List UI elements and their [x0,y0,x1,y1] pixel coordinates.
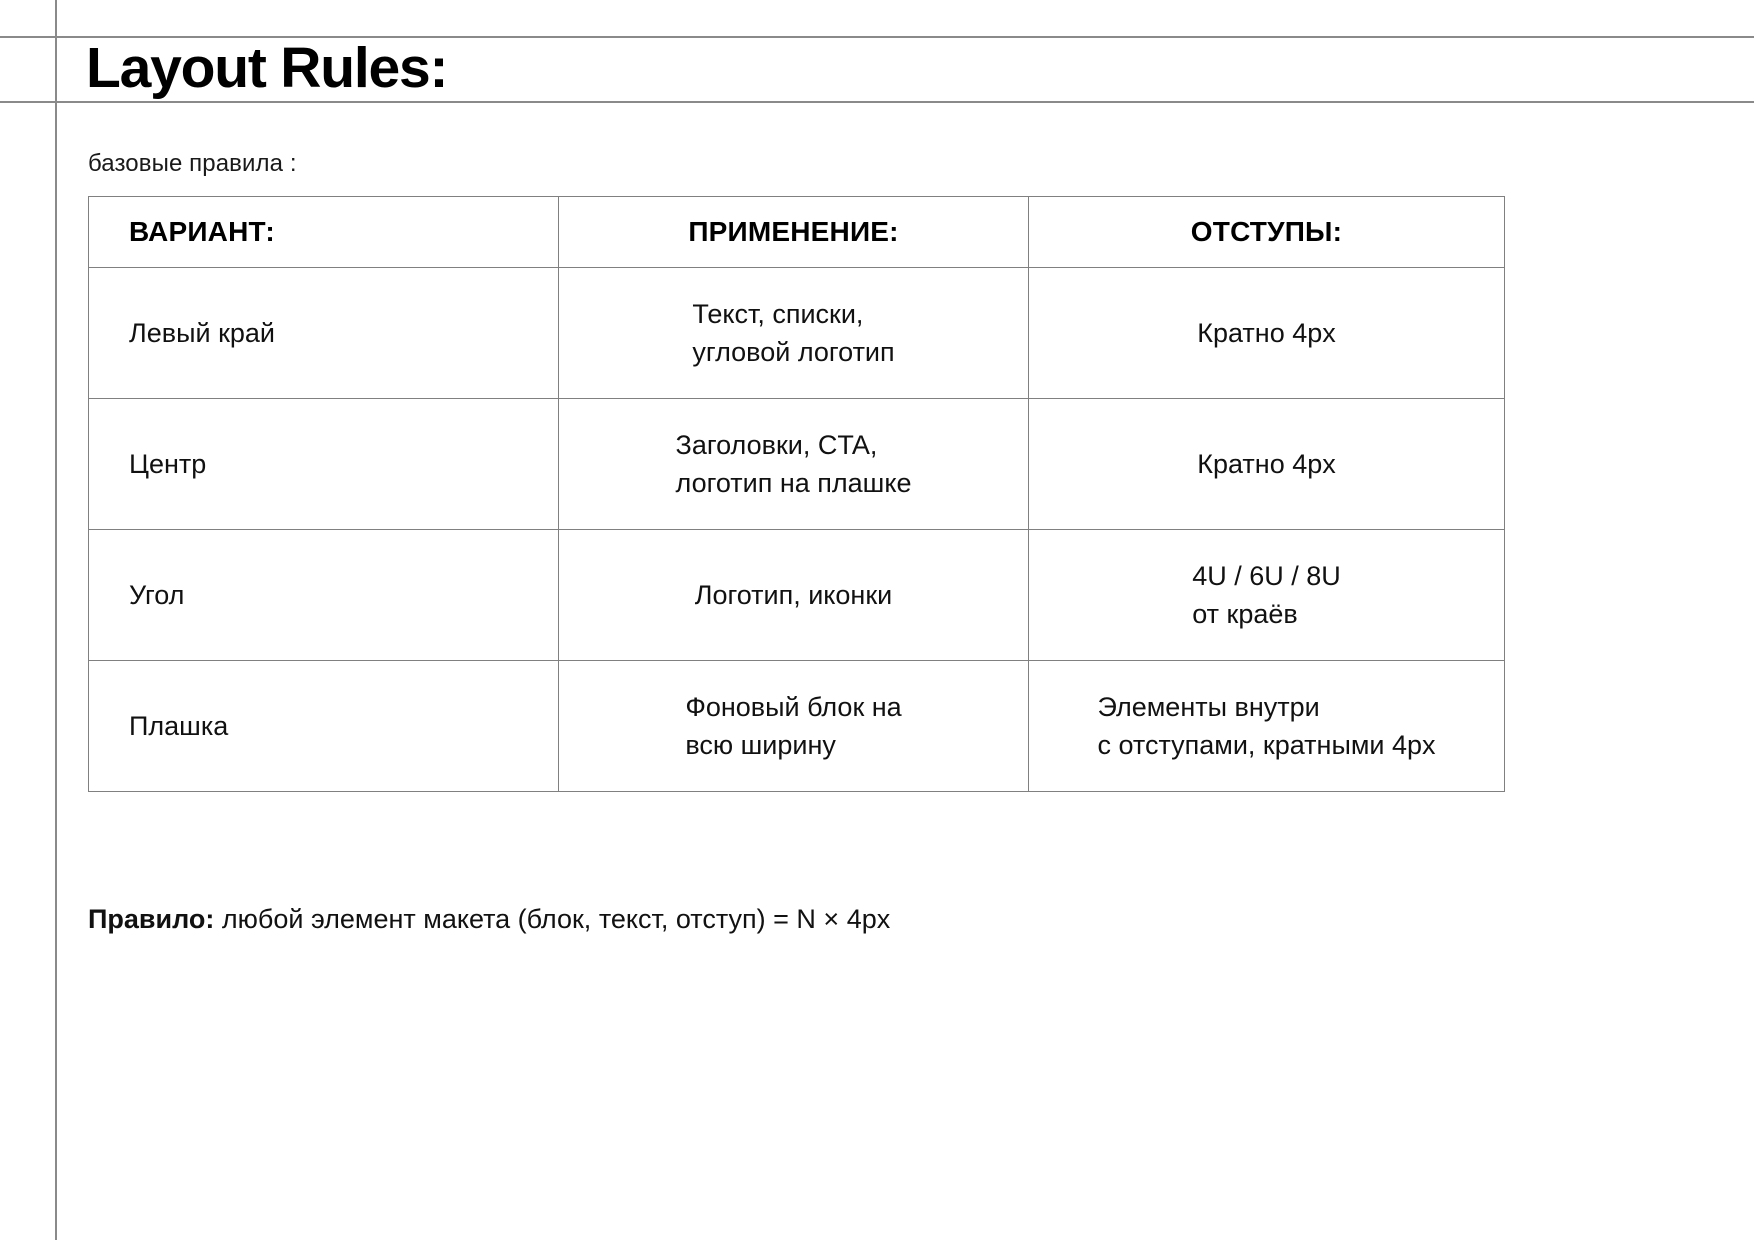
cell-variant [89,399,559,530]
table-header-row [89,197,1505,268]
cell-indents [1029,268,1505,399]
cell-indents [1029,399,1505,530]
application-line-2: логотип на плашке [675,468,912,498]
application-value [559,661,1028,791]
guide-line-horizontal-bottom [0,101,1754,103]
indents-line-1: 4U / 6U / 8U [1192,561,1341,591]
header-label-indents: ОТСТУПЫ: [1190,216,1343,247]
indents-line-2: с отступами, кратными 4px [1097,730,1436,760]
indents-line-2: от краёв [1192,599,1298,629]
indents-line-1: Кратно 4px [1197,449,1336,479]
application-line-1: Заголовки, CTA, [675,430,878,460]
indents-value [1029,530,1504,660]
rule-label: Правило: [88,904,215,934]
cell-variant [89,661,559,792]
layout-rules-table [88,196,1505,792]
application-value [559,399,1028,529]
application-value [559,530,1028,660]
variant-value: Плашка [129,711,229,741]
indents-line-1: Кратно 4px [1197,318,1336,348]
cell-indents [1029,530,1505,661]
table-row [89,268,1505,399]
table-row [89,661,1505,792]
variant-value: Угол [129,580,185,610]
subcaption: базовые правила : [88,150,297,177]
application-line-2: угловой логотип [692,337,895,367]
table-row [89,399,1505,530]
header-label-variant: ВАРИАНТ: [129,216,275,247]
table-body [89,268,1505,792]
indents-value [1029,399,1504,529]
table-header-cell-indents [1029,197,1505,268]
cell-application [559,399,1029,530]
cell-variant [89,268,559,399]
application-line-1: Логотип, иконки [694,580,893,610]
cell-indents [1029,661,1505,792]
rule-text: любой элемент макета (блок, текст, отступ) = N × 4px [214,904,891,934]
table-row [89,530,1505,661]
cell-application [559,268,1029,399]
application-line-1: Текст, списки, [692,299,864,329]
indents-line-1: Элементы внутри [1097,692,1320,722]
cell-variant [89,530,559,661]
table-header-cell-application [559,197,1029,268]
variant-value: Центр [129,449,207,479]
application-line-1: Фоновый блок на [685,692,902,722]
table-header [89,197,1505,268]
cell-application [559,661,1029,792]
cell-application [559,530,1029,661]
indents-value [1029,661,1504,791]
page-title: Layout Rules: [86,36,448,100]
guide-line-vertical-left [55,0,57,1240]
variant-value: Левый край [129,318,275,348]
table-header-cell-variant [89,197,559,268]
layout-rule-statement [88,900,890,938]
application-value [559,268,1028,398]
application-line-2: всю ширину [685,730,836,760]
indents-value [1029,268,1504,398]
header-label-application: ПРИМЕНЕНИЕ: [688,216,899,247]
